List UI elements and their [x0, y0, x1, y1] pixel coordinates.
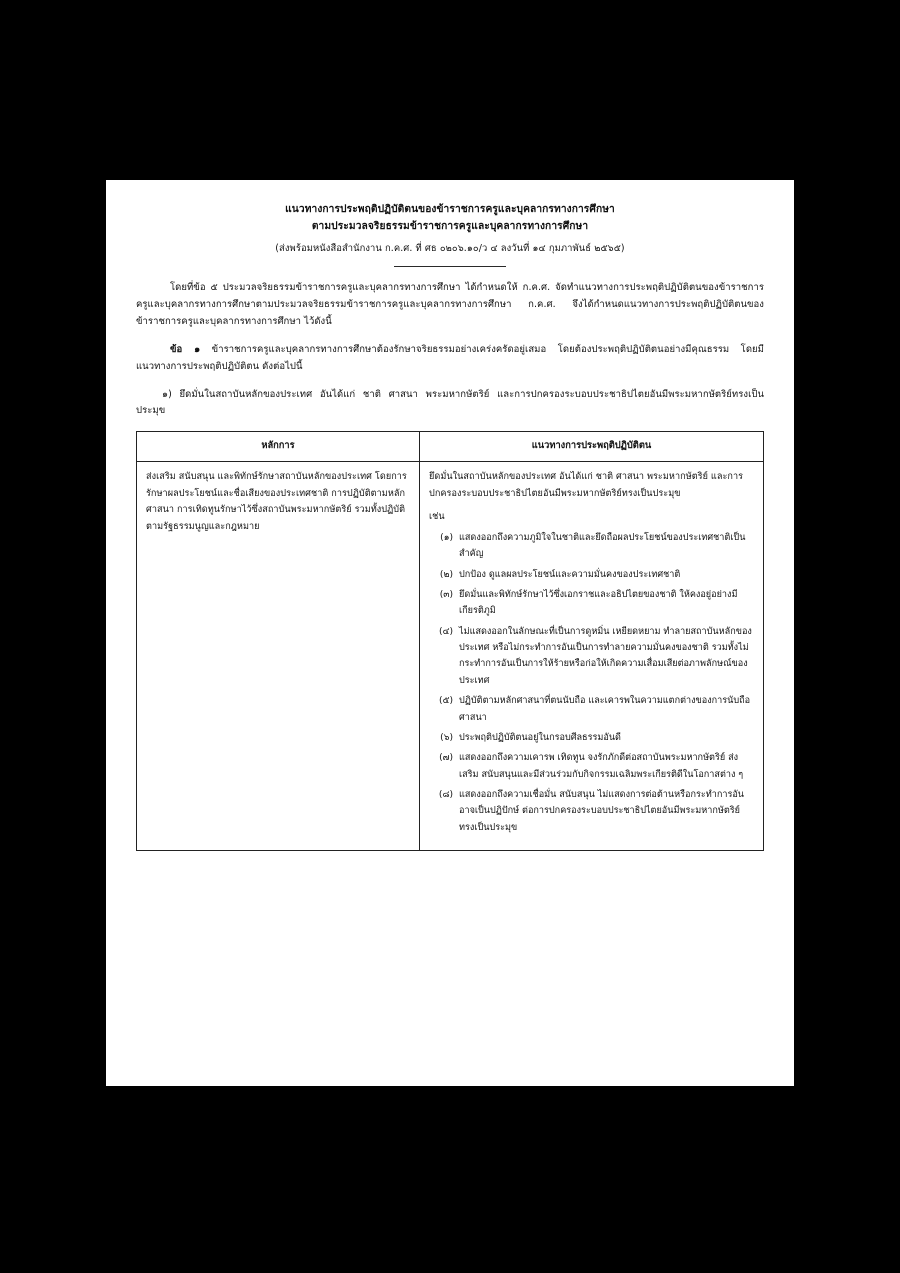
list-item-text: ปกป้อง ดูแลผลประโยชน์และความมั่นคงของประเทศชาติ	[459, 569, 681, 580]
list-item	[429, 693, 754, 726]
list-item-text: แสดงออกถึงความภูมิใจในชาติและยึดถือผลประโยชน์ของประเทศชาติเป็นสำคัญ	[459, 532, 746, 560]
table-row	[137, 462, 764, 851]
list-item-number: (๓)	[439, 590, 454, 600]
list-item-number: (๔)	[439, 626, 454, 637]
table-header-row	[137, 432, 764, 462]
table-header-guideline: แนวทางการประพฤติปฏิบัติตน	[420, 432, 764, 462]
table-cell-guideline	[420, 462, 764, 851]
list-item-text: ยึดมั่นและพิทักษ์รักษาไว้ซึ่งเอกราชและอธิปไตยของชาติ ให้คงอยู่อย่างมีเกียรติภูมิ	[459, 590, 738, 617]
list-item-number: (๗)	[439, 753, 454, 764]
paragraph-clause-1	[136, 342, 764, 376]
list-item-text: ประพฤติปฏิบัติตนอยู่ในกรอบศีลธรรมอันดี	[459, 732, 621, 743]
list-item	[429, 787, 754, 836]
list-item	[429, 624, 754, 689]
clause-number: ข้อ ๑	[170, 343, 201, 355]
paragraph-intro: โดยที่ข้อ ๕ ประมวลจริยธรรมข้าราชการครูและบุคลากรทางการศึกษา ได้กำหนดให้ ก.ค.ศ. จัดทำแนวทางการประพฤติปฏิบัติตนของข้าราชการครูและบุคลากรทางการศึกษาตามประมวลจริยธรรมข้าราชการครูและบุคลากรทางการศึกษา ก.ค.ศ. จึงได้กำหนดแนวทางการประพฤติปฏิบัติตนของข้าราชการครูและบุคลากรทางการศึกษา ไว้ดังนี้	[136, 282, 764, 327]
table-header-principle: หลักการ	[137, 432, 420, 462]
table-cell-principle	[137, 462, 420, 851]
list-item	[429, 530, 754, 563]
list-item	[429, 730, 754, 746]
document-title-line-1: แนวทางการประพฤติปฏิบัติตนของข้าราชการครูและบุคลากรทางการศึกษา	[285, 204, 615, 215]
list-item	[429, 587, 754, 620]
list-item-number: (๖)	[440, 732, 454, 743]
list-item-number: (๘)	[438, 789, 454, 800]
guideline-intro: ยึดมั่นในสถาบันหลักของประเทศ อันได้แก่ ชาติ ศาสนา พระมหากษัตริย์ และการปกครองระบอบประชาธิปไตยอันมีพระมหากษัตริย์ทรงเป็นประมุข	[429, 472, 744, 499]
list-item-number: (๑)	[440, 532, 454, 543]
list-item	[429, 750, 754, 783]
clause-1-text: ข้าราชการครูและบุคลากรทางการศึกษาต้องรักษาจริยธรรมอย่างเคร่งครัดอยู่เสมอ โดยต้องประพฤติปฏิบัติตนอย่างมีคุณธรรม โดยมีแนวทางการประพฤติปฏิบัติตน ดังต่อไปนี้	[136, 343, 764, 372]
guideline-list	[429, 530, 754, 836]
list-item-text: แสดงออกถึงความเคารพ เทิดทูน จงรักภักดีต่อสถาบันพระมหากษัตริย์ ส่งเสริม สนับสนุนและมีส่วนร่วมกับกิจกรรมเฉลิมพระเกียรติดีในโอกาสต่าง ๆ	[459, 753, 744, 780]
page-content	[136, 202, 764, 1062]
guidelines-table	[136, 431, 764, 851]
title-divider	[394, 266, 506, 267]
document-body	[136, 280, 764, 420]
paragraph-item-1: ๑) ยึดมั่นในสถาบันหลักของประเทศ อันได้แก่ ชาติ ศาสนา พระมหากษัตริย์ และการปกครองระบอบประชาธิปไตยอันมีพระมหากษัตริย์ทรงเป็นประมุข	[136, 388, 764, 417]
list-item-text: ไม่แสดงออกในลักษณะที่เป็นการดูหมิ่น เหยียดหยาม ทำลายสถาบันหลักของประเทศ หรือไม่กระทำการอันเป็นการทำลายความมั่นคงของชาติ รวมทั้งไม่กระทำการอันเป็นการให้ร้ายหรือก่อให้เกิดความเสื่อมเสียต่อภาพลักษณ์ของประเทศ	[459, 626, 752, 686]
list-item-text: แสดงออกถึงความเชื่อมั่น สนับสนุน ไม่แสดงการต่อต้านหรือกระทำการอันอาจเป็นปฏิปักษ์ ต่อการปกครองระบอบประชาธิปไตยอันมีพระมหากษัตริย์ทรงเป็นประมุข	[459, 789, 745, 833]
document-subtitle: (ส่งพร้อมหนังสือสำนักงาน ก.ค.ศ. ที่ ศธ ๐๒๐๖.๑๐/ว ๔ ลงวันที่ ๑๔ กุมภาพันธ์ ๒๕๖๕)	[275, 243, 625, 255]
list-item-text: ปฏิบัติตามหลักศาสนาที่ตนนับถือ และเคารพในความแตกต่างของการนับถือศาสนา	[459, 696, 751, 723]
document-page	[106, 180, 794, 1086]
list-item	[429, 567, 754, 583]
document-title	[136, 202, 764, 235]
document-title-line-2: ตามประมวลจริยธรรมข้าราชการครูและบุคลากรทางการศึกษา	[311, 220, 589, 232]
principle-text: ส่งเสริม สนับสนุน และพิทักษ์รักษาสถาบันหลักของประเทศ โดยการรักษาผลประโยชน์และชื่อเสียงของประเทศชาติ การปฏิบัติตามหลักศาสนา การเทิดทูนรักษาไว้ซึ่งสถาบันพระมหากษัตริย์ รวมทั้งปฏิบัติตามรัฐธรรมนูญและกฎหมาย	[146, 472, 407, 532]
list-item-number: (๕)	[439, 696, 454, 707]
list-item-number: (๒)	[439, 569, 454, 580]
guideline-example-label: เช่น	[429, 512, 445, 523]
